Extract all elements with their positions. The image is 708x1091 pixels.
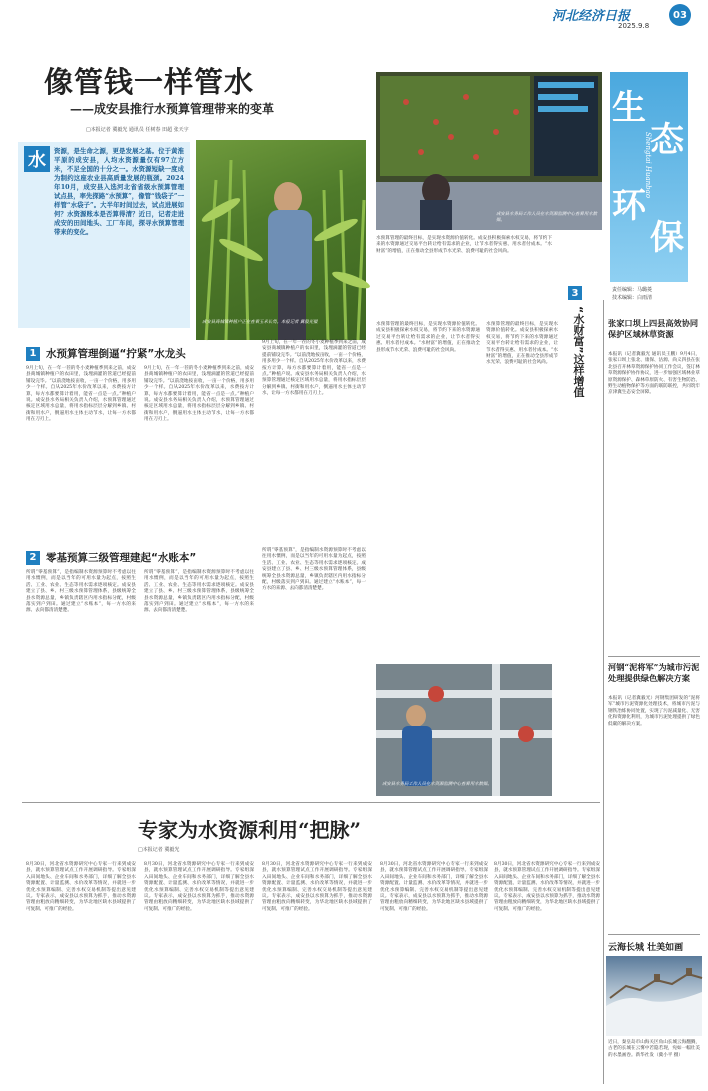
section-3-badge: 3: [568, 286, 582, 300]
photo-great-wall: [606, 956, 702, 1036]
section-1-badge: 1: [26, 347, 40, 361]
expert-col4: 8月30日，河北省水资源研究中心专家一行来到成安县，就水预算管理试点工作开展调研指导。专家组深入田间地头、企业车间和水务部门，详细了解全县水资源配置、计量监测、水价改革等情况，并就进一步优化水预算编制、完善水权交易机制等提出意见建议。专家表示，成安县以水预算为抓手，推动水资源管理由粗放向精细转变，为华北地区缺水县域提供了可复制、可推广的经验。: [380, 862, 488, 912]
photo2-caption: 成安县水务局工作人员在水资源监测中心查看用水数据。: [496, 212, 597, 223]
main-subtitle: ——成安县推行水预算管理带来的变革: [70, 102, 275, 116]
section-2-badge: 2: [26, 551, 40, 565]
lead-dropcap: 水: [24, 146, 50, 172]
expert-title: 专家为水资源利用“把脉”: [138, 818, 362, 842]
expert-col3: 8月30日，河北省水资源研究中心专家一行来到成安县，就水预算管理试点工作开展调研指导。专家组深入田间地头、企业车间和水务部门，详细了解全县水资源配置、计量监测、水价改革等情况，并就进一步优化水预算编制、完善水权交易机制等提出意见建议。专家表示，成安县以水预算为抓手，推动水资源管理由粗放向精细转变，为华北地区缺水县域提供了可复制、可推广的经验。: [262, 862, 372, 912]
column-char-2: 态: [650, 120, 684, 160]
photo-cornfield: [196, 140, 366, 340]
expert-byline: □本报记者 冀毅光: [138, 847, 180, 853]
right1-text: 本报讯（记者冀毅光 通讯员王鹏）9月4日，张家口坝上张北、康保、沽源、尚义四县在张北县召开林草资源保护协同工作会议，签订林草资源保护协作协议，进一步加强区域林业草原资源保护、森林草原防火、有害生物防治、野生动植物保护等方面的联防联控，共同筑牢京津冀生态安全屏障。: [608, 352, 700, 396]
expert-col2: 8月30日，河北省水资源研究中心专家一行来到成安县，就水预算管理试点工作开展调研指导。专家组深入田间地头、企业车间和水务部门，详细了解全县水资源配置、计量监测、水价改革等情况，并就进一步优化水预算编制、完善水权交易机制等提出意见建议。专家表示，成安县以水预算为抓手，推动水资源管理由粗放向精细转变，为华北地区缺水县域提供了可复制、可推广的经验。: [144, 862, 254, 912]
masthead-date: 2025.9.8: [618, 22, 650, 30]
worker-illustration: [376, 664, 552, 796]
right2-title: 河钢“泥将军”为城市污泥处理提供绿色解决方案: [608, 662, 700, 683]
right-divider-1: [608, 656, 700, 657]
divider-expert: [22, 802, 600, 803]
main-title: 像管钱一样管水: [44, 65, 255, 99]
expert-col5: 8月30日，河北省水资源研究中心专家一行来到成安县，就水预算管理试点工作开展调研指导。专家组深入田间地头、企业车间和水务部门，详细了解全县水资源配置、计量监测、水价改革等情况，并就进一步优化水预算编制、完善水权交易机制等提出意见建议。专家表示，成安县以水预算为抓手，推动水资源管理由粗放向精细转变，为华北地区缺水县域提供了可复制、可推广的经验。: [494, 862, 600, 912]
monitoring-illustration: [376, 72, 602, 230]
right3-caption: 近日，秦皇岛市山海关区角山长城云海翻腾，古老的长城在云雾中若隐若现，宛如一幅壮美的水墨画卷。新华社发（冀小平 摄）: [608, 1040, 700, 1058]
expert-col1: 8月30日，河北省水资源研究中心专家一行来到成安县，就水预算管理试点工作开展调研指导。专家组深入田间地头、企业车间和水务部门，详细了解全县水资源配置、计量监测、水价改革等情况，并就进一步优化水预算编制、完善水权交易机制等提出意见建议。专家表示，成安县以水预算为抓手，推动水资源管理由粗放向精细转变，为华北地区缺水县域提供了可复制、可推广的经验。: [26, 862, 136, 912]
column-pinyin: Shengtai Huanbao: [644, 132, 652, 199]
s1-col1: 9月上旬，在一年一茬的冬小麦种植季到来之前，成安县商城镇种植户的农田里，浅埋滴灌的管道已经提前铺设完毕。“以前浇地按亩收，一亩一个价格，用多用少一个样。自从2025年水价改革以来，水费按方计算，每方水都要算计着用，能省一点是一点。”种植户说。成安县水务局相关负责人介绍，水预算管理通过核定区域用水总量，将用水指标层层分解到乡镇、村街和用水户，倒逼用水主体主动节水，让每一方水都用在刀刃上。: [26, 366, 136, 423]
column-designer: 技术编辑：白雨清: [612, 295, 653, 301]
column-char-1: 生: [612, 88, 646, 128]
right1-title: 张家口坝上四县高效协同保护区域林草资源: [608, 318, 699, 339]
s1-col2: 9月上旬，在一年一茬的冬小麦种植季到来之前，成安县商城镇种植户的农田里，浅埋滴灌的管道已经提前铺设完毕。“以前浇地按亩收，一亩一个价格，用多用少一个样。自从2025年水价改革以来，水费按方计算，每方水都要算计着用，能省一点是一点。”种植户说。成安县水务局相关负责人介绍，水预算管理通过核定区域用水总量，将用水指标层层分解到乡镇、村街和用水户，倒逼用水主体主动节水，让每一方水都用在刀刃上。: [144, 366, 254, 423]
s1-col3: 9月上旬，在一年一茬的冬小麦种植季到来之前，成安县商城镇种植户的农田里，浅埋滴灌的管道已经提前铺设完毕。“以前浇地按亩收，一亩一个价格，用多用少一个样。自从2025年水价改革以来，水费按方计算，每方水都要算计着用，能省一点是一点。”种植户说。成安县水务局相关负责人介绍，水预算管理通过核定区域用水总量，将用水指标层层分解到乡镇、村街和用水户，倒逼用水主体主动节水，让每一方水都用在刀刃上。: [262, 340, 366, 397]
section-2-header: [26, 550, 196, 565]
s1-col4: 水预算管理的最终目标，是实现水资源价值转化。成安县积极探索水权交易，将节约下来的水资源通过交易平台转让给有需求的企业，让节水者得实惠、用水者付成本。“水财富”的增值，正在推动全县形成节水光荣、浪费可耻的社会风尚。: [376, 322, 480, 353]
great-wall-illustration: [606, 956, 702, 1036]
column-char-3: 环: [612, 186, 646, 226]
section-1-header: [26, 346, 186, 361]
column-char-4: 保: [650, 218, 684, 258]
main-right-divider: [603, 300, 604, 1084]
photo3-caption: 成安县水务局工作人员在水资源监测中心查看用水数据。: [382, 782, 492, 787]
photo1-caption: 成安县商城镇种植户正在查看玉米长势。本报记者 冀毅光摄: [202, 320, 318, 325]
section-1-title: 水预算管理倒逼“拧紧”水龙头: [46, 348, 186, 360]
col-top-right-text: 水预算管理的最终目标，是实现水资源价值转化。成安县积极探索水权交易，将节约下来的水资源通过交易平台转让给有需求的企业，让节水者得实惠、用水者付成本。“水财富”的增值，正在推动全县形成节水光荣、浪费可耻的社会风尚。: [376, 236, 552, 254]
lead-text: 资源，是生命之源，更是发展之基。位于黄淮平原的成安县，人均水资源量仅有97立方米，不足全国的十分之一。水资源短缺一度成为制约这座农业县高质量发展的瓶颈。2024年10月，成安县入选河北省省级水预算管理试点县，率先探路“水预算”，像管“钱袋子”一样管“水袋子”。大半年时间过去，试点进展如何？水资源账本是否算得清？近日，记者走进成安的田间地头、工厂车间，探寻水预算管理带来的变化。: [54, 147, 184, 236]
section-3-title: “水财富”这样增值: [572, 306, 585, 398]
s2-col1: 所谓“零基预算”，是指编制水资源预算时不考虑以往用水惯例，而是以当年的可用水量为起点，按照生活、工业、农业、生态等用水需求逐项核定。成安县建立了县、乡、村三级水预算管理体系，县级统筹全县水资源总量，乡镇负责辖区内用水指标分配，村级落实到户到田。通过建立“水账本”，每一方水的来源、去向都清清楚楚。: [26, 570, 136, 614]
cornfield-illustration: [196, 140, 366, 340]
right-divider-2: [608, 934, 700, 935]
s2-col3: 所谓“零基预算”，是指编制水资源预算时不考虑以往用水惯例，而是以当年的可用水量为起点，按照生活、工业、农业、生态等用水需求逐项核定。成安县建立了县、乡、村三级水预算管理体系，县级统筹全县水资源总量，乡镇负责辖区内用水指标分配，村级落实到户到田。通过建立“水账本”，每一方水的来源、去向都清清楚楚。: [262, 548, 366, 592]
lead-text-cont: [24, 178, 184, 324]
column-editor: 责任编辑：马璐菱: [612, 287, 653, 293]
s1-col5: 水预算管理的最终目标，是实现水资源价值转化。成安县积极探索水权交易，将节约下来的水资源通过交易平台转让给有需求的企业，让节水者得实惠、用水者付成本。“水财富”的增值，正在推动全县形成节水光荣、浪费可耻的社会风尚。: [486, 322, 558, 366]
s2-col2: 所谓“零基预算”，是指编制水资源预算时不考虑以往用水惯例，而是以当年的可用水量为起点，按照生活、工业、农业、生态等用水需求逐项核定。成安县建立了县、乡、村三级水预算管理体系，县级统筹全县水资源总量，乡镇负责辖区内用水指标分配，村级落实到户到田。通过建立“水账本”，每一方水的来源、去向都清清楚楚。: [144, 570, 254, 614]
photo-monitoring: [376, 72, 602, 230]
photo-worker: [376, 664, 552, 796]
masthead-paper: 河北经济日报: [552, 9, 631, 24]
main-byline: □本报记者 冀毅光 通讯员 任树春 田超 张天宇: [86, 127, 189, 133]
right2-text: 本报讯（记者冀毅光）河钢集团研发的“泥将军”城市污泥资源化处理技术，将城市污泥与钢铁冶炼协同处置，实现了污泥减量化、无害化和资源化利用，为城市污泥处理提供了绿色低碳的解决方案。: [608, 696, 700, 727]
page-number-badge: 03: [669, 4, 691, 26]
right3-title: 云海长城 壮美如画: [608, 943, 684, 953]
section-2-title: 零基预算三级管理建起“水账本”: [46, 552, 197, 564]
